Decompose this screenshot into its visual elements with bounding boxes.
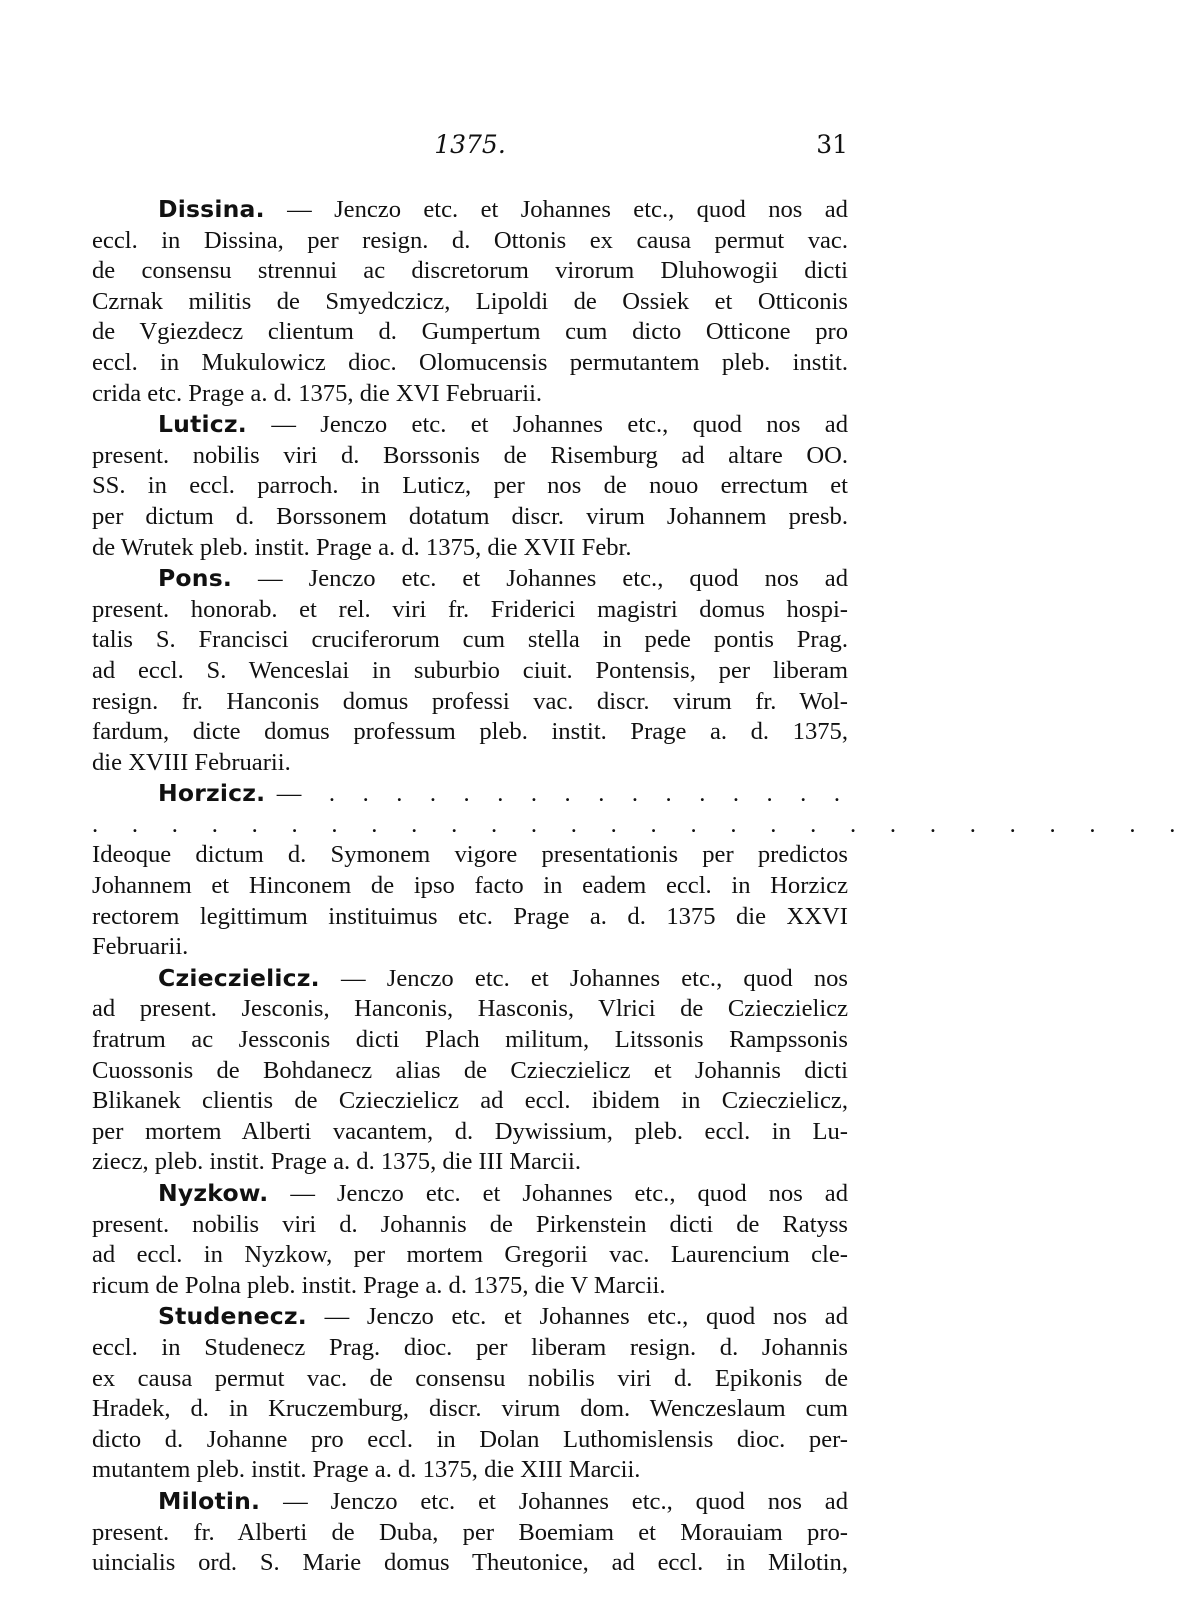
entry-first-line (92, 1178, 848, 1210)
entry-line: present. fr. Alberti de Duba, per Boemiam et Morauiam pro- (92, 1518, 848, 1546)
entry-first-line (92, 194, 848, 226)
entry-czieczielicz (92, 963, 848, 1178)
entry-line: present. nobilis viri d. Borssonis de Risemburg ad altare OO. (92, 441, 848, 469)
entry-line: — Jenczo etc. et Johannes etc., quod nos (340, 964, 848, 992)
entry-line: — Jenczo etc. et Johannes etc., quod nos ad (287, 196, 848, 223)
entry-first-line (92, 409, 848, 441)
place-name: Horzicz. (158, 779, 266, 808)
entry-luticz (92, 409, 848, 563)
entry-line: Czrnak militis de Smyedczicz, Lipoldi de Ossiek et Otticonis (92, 287, 848, 315)
place-name: Studenecz. (158, 1302, 307, 1331)
entry-line: Hradek, d. in Kruczemburg, discr. virum dom. Wenczeslaum cum (92, 1395, 848, 1423)
entry-line: eccl. in Dissina, per resign. d. Ottonis ex causa permut vac. (92, 226, 848, 254)
entry-line: — Jenczo etc. et Johannes etc., quod nos ad (290, 1180, 848, 1207)
entry-pons (92, 563, 848, 778)
body-text (92, 194, 1189, 1579)
entry-line: Johannem et Hinconem de ipso facto in eadem eccl. in Horzicz (92, 872, 848, 900)
entry-line: Blikanek clientis de Czieczielicz ad eccl. ibidem in Czieczielicz, (92, 1087, 848, 1115)
entry-line: resign. fr. Hanconis domus professi vac. discr. virum fr. Wol- (92, 687, 848, 715)
entry-line: die XVIII Februarii. (92, 748, 291, 776)
entry-line: fardum, dicte domus professum pleb. instit. Prage a. d. 1375, (92, 718, 848, 746)
place-name: Nyzkow. (158, 1179, 269, 1207)
entry-line: de Vgiezdecz clientum d. Gumpertum cum dicto Otticone pro (92, 318, 848, 346)
entry-line: — Jenczo etc. et Johannes etc., quod nos ad (324, 1303, 848, 1331)
entry-line: ex causa permut vac. de consensu nobilis viri d. Epikonis de (92, 1364, 848, 1392)
entry-line: fratrum ac Jessconis dicti Plach militum, Litssonis Rampssonis (92, 1026, 848, 1054)
entry-milotin (92, 1486, 848, 1579)
entry-line: per mortem Alberti vacantem, d. Dywissium, pleb. eccl. in Lu- (92, 1117, 848, 1145)
omission-dots-line: . . . . . . . . . . . . . . . . . . . . . . . . . . . . (92, 810, 1189, 838)
entry-line: uincialis ord. S. Marie domus Theutonice, ad eccl. in Milotin, (92, 1549, 848, 1577)
entry-line: de consensu strennui ac discretorum virorum Dluhowogii dicti (92, 257, 848, 285)
entry-first-line (92, 1486, 848, 1518)
entry-line: talis S. Francisci cruciferorum cum stella in pede pontis Prag. (92, 626, 848, 654)
omission-dots: — . . . . . . . . . . . . . . . . (276, 780, 848, 808)
entry-first-line (92, 1301, 848, 1333)
entry-line: Februarii. (92, 933, 189, 961)
entry-line: ad present. Jesconis, Hanconis, Hasconis, Vlrici de Czieczielicz (92, 995, 848, 1023)
entry-studenecz (92, 1301, 848, 1486)
entry-horzicz (92, 778, 1189, 963)
entry-line: eccl. in Studenecz Prag. dioc. per liberam resign. d. Johannis (92, 1333, 848, 1361)
entry-dissina (92, 194, 848, 409)
entry-line: ricum de Polna pleb. instit. Prage a. d. 1375, die V Marcii. (92, 1271, 666, 1299)
entry-line: — Jenczo etc. et Johannes etc., quod nos ad (258, 565, 848, 593)
place-name: Czieczielicz. (158, 963, 320, 992)
entry-line: Cuossonis de Bohdanecz alias de Czieczielicz et Johannis dicti (92, 1056, 848, 1084)
entry-line: rectorem legittimum instituimus etc. Prage a. d. 1375 die XXVI (92, 902, 848, 930)
entry-line: mutantem pleb. instit. Prage a. d. 1375, die XIII Marcii. (92, 1456, 641, 1484)
entry-first-line (92, 963, 848, 995)
entry-line: dicto d. Johanne pro eccl. in Dolan Luthomislensis dioc. per- (92, 1425, 848, 1453)
entry-line: crida etc. Prage a. d. 1375, die XVI Februarii. (92, 379, 543, 407)
running-header (92, 130, 848, 166)
entry-line: — Jenczo etc. et Johannes etc., quod nos ad (283, 1487, 848, 1515)
entry-first-line (92, 563, 848, 595)
page-number: 31 (816, 130, 848, 159)
entry-line: SS. in eccl. parroch. in Luticz, per nos de nouo errectum et (92, 472, 848, 500)
running-head-year: 1375. (434, 130, 506, 159)
entry-line: Ideoque dictum d. Symonem vigore presentationis per predictos (92, 841, 848, 869)
place-name: Milotin. (158, 1486, 261, 1515)
entry-line: present. honorab. et rel. viri fr. Friderici magistri domus hospi- (92, 595, 848, 623)
place-name: Dissina. (158, 195, 265, 223)
entry-line: per dictum d. Borssonem dotatum discr. virum Johannem presb. (92, 502, 848, 530)
entry-line: eccl. in Mukulowicz dioc. Olomucensis permutantem pleb. instit. (92, 348, 848, 376)
place-name: Luticz. (158, 410, 247, 439)
entry-line: ziecz, pleb. instit. Prage a. d. 1375, die III Marcii. (92, 1148, 581, 1176)
entry-line: ad eccl. S. Wenceslai in suburbio ciuit. Pontensis, per liberam (92, 656, 848, 684)
entry-line: present. nobilis viri d. Johannis de Pirkenstein dicti de Ratyss (92, 1210, 848, 1238)
document-page (92, 130, 1189, 1579)
entry-line: ad eccl. in Nyzkow, per mortem Gregorii vac. Laurencium cle- (92, 1241, 848, 1269)
entry-first-line (92, 778, 848, 810)
entry-line: — Jenczo etc. et Johannes etc., quod nos ad (271, 411, 848, 439)
entry-line: de Wrutek pleb. instit. Prage a. d. 1375, die XVII Febr. (92, 533, 632, 561)
place-name: Pons. (158, 564, 233, 593)
entry-nyzkow (92, 1178, 848, 1301)
